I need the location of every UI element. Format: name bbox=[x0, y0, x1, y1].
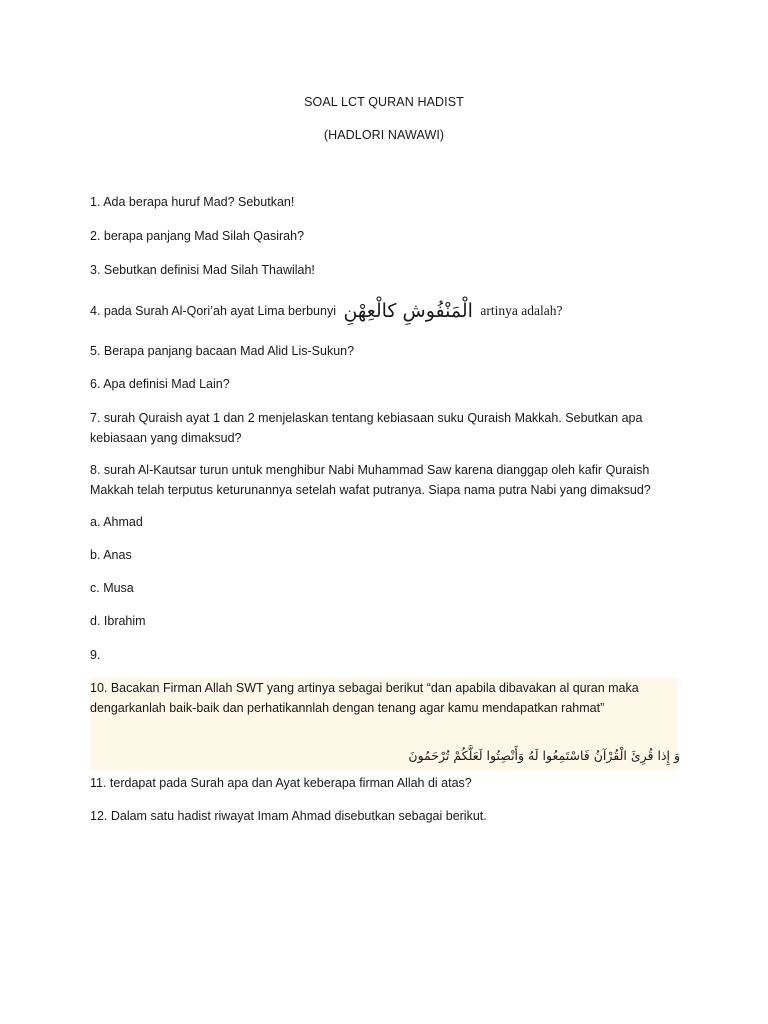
question-4-text: 4. pada Surah Al-Qori’ah ayat Lima berbunyi bbox=[90, 304, 336, 318]
question-10: 10. Bacakan Firman Allah SWT yang artinya sebagai berikut “dan apabila dibavakan al quran maka dengarkanlah baik-baik dan perhatikannlah dengan tenang agar kamu mendapatkan rahmat” bbox=[90, 681, 639, 715]
question-10-arabic: وَ إِذا قُرِئَ الْقُرْآنُ فَاسْتَمِعُوا لَهُ وَأَنْصِتُوا لَعَلَّكُمْ تُرْحَمُونَ bbox=[408, 748, 680, 763]
question-9: 9. bbox=[90, 648, 101, 662]
option-d: d. Ibrahim bbox=[90, 614, 146, 628]
option-c: c. Musa bbox=[90, 581, 134, 595]
question-5: 5. Berapa panjang bacaan Mad Alid Lis-Sukun? bbox=[90, 344, 355, 358]
option-a: a. Ahmad bbox=[90, 515, 143, 529]
question-4-arabic: الْمَنْفُوشِ كالْعِهْنِ bbox=[343, 300, 473, 322]
question-6: 6. Apa definisi Mad Lain? bbox=[90, 377, 230, 391]
question-4-suffix: artinya adalah? bbox=[480, 303, 563, 318]
document-author: (HADLORI NAWAWI) bbox=[323, 128, 445, 142]
question-12: 12. Dalam satu hadist riwayat Imam Ahmad disebutkan sebagai berikut. bbox=[90, 809, 487, 823]
question-4 bbox=[90, 300, 563, 322]
document-title: SOAL LCT QURAN HADIST bbox=[304, 95, 464, 109]
option-b: b. Anas bbox=[90, 548, 132, 562]
question-1: 1. Ada berapa huruf Mad? Sebutkan! bbox=[90, 195, 295, 209]
question-8: 8. surah Al-Kautsar turun untuk menghibur Nabi Muhammad Saw karena dianggap oleh kafir Quraish Makkah telah terputus keturunannya setelah wafat putranya. Siapa nama putra Nabi yang dimaksud? bbox=[90, 463, 651, 497]
question-7: 7. surah Quraish ayat 1 dan 2 menjelaskan tentang kebiasaan suku Quraish Makkah. Sebutkan apa kebiasaan yang dimaksud? bbox=[90, 411, 643, 445]
question-3: 3. Sebutkan definisi Mad Silah Thawilah! bbox=[90, 263, 315, 277]
question-2: 2. berapa panjang Mad Silah Qasirah? bbox=[90, 229, 305, 243]
question-11: 11. terdapat pada Surah apa dan Ayat keberapa firman Allah di atas? bbox=[90, 776, 472, 790]
